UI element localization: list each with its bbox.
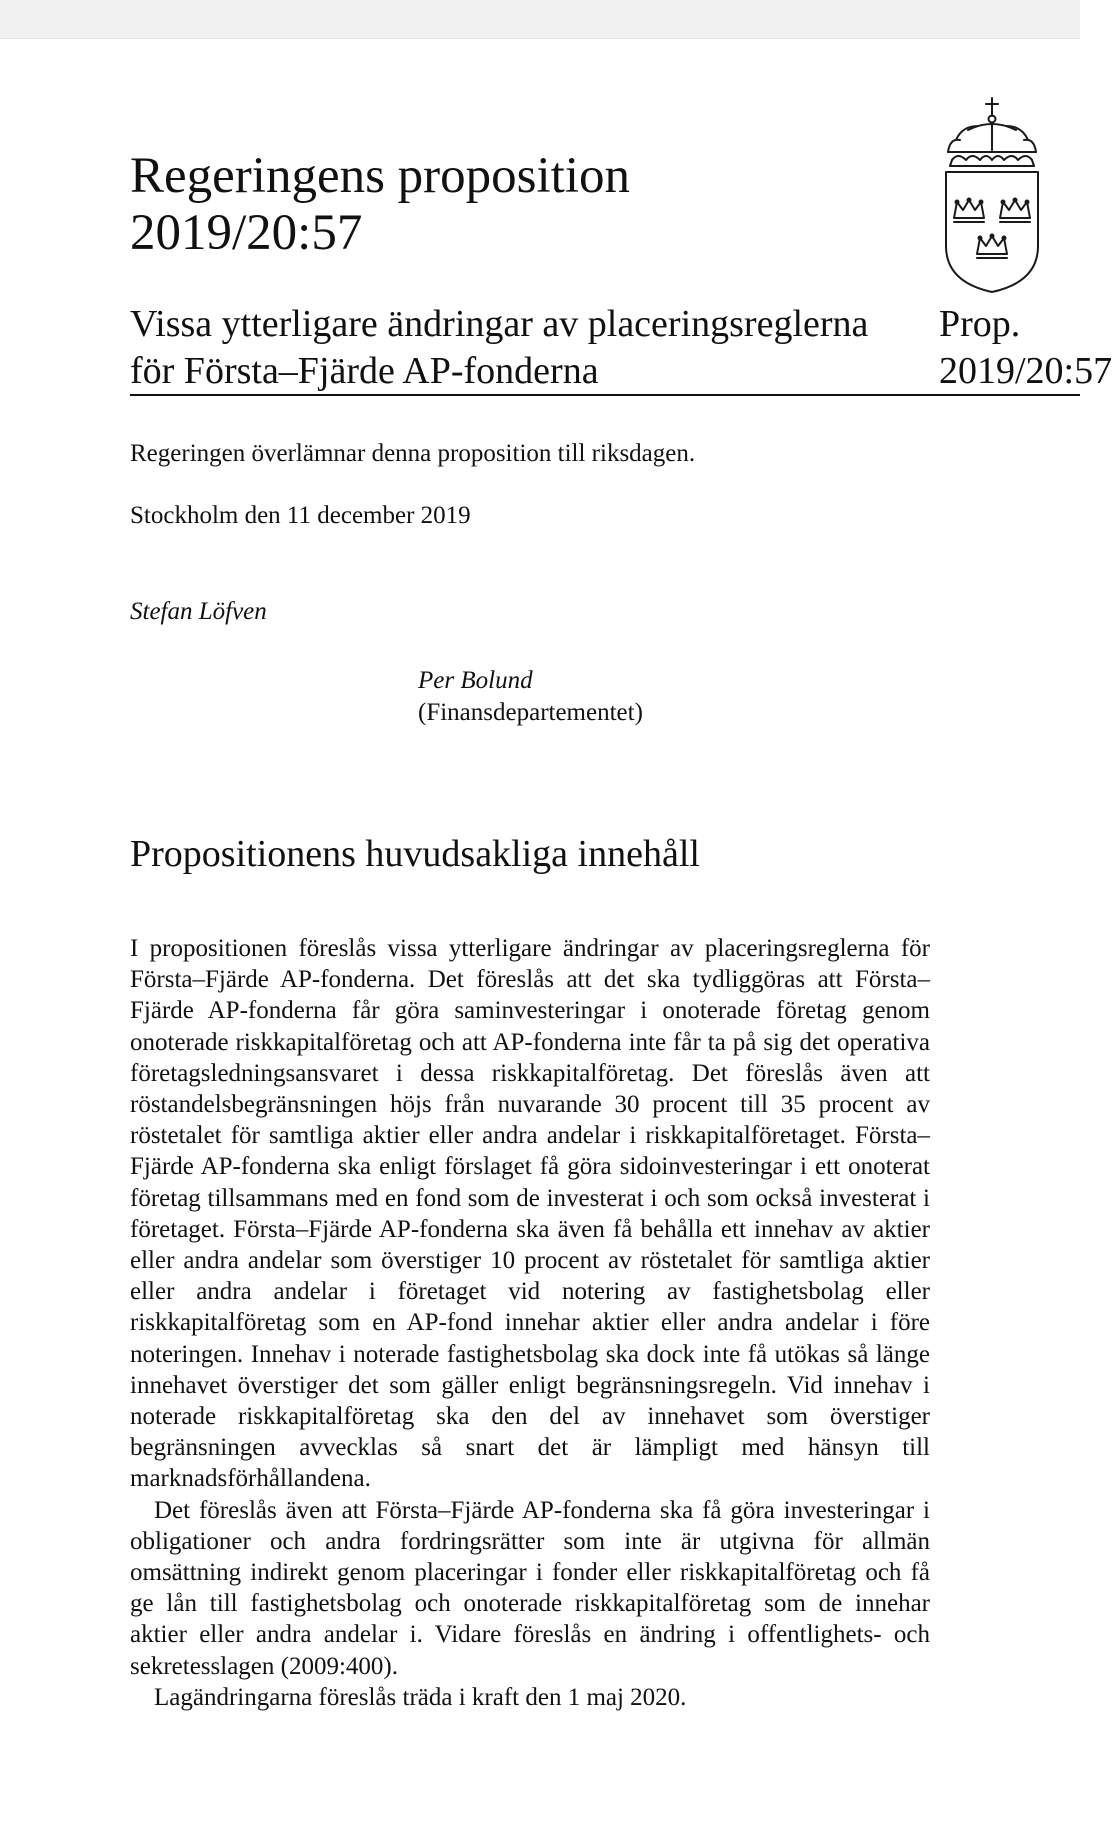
document-subtitle — [130, 301, 930, 395]
section-heading: Propositionens huvudsakliga innehåll — [130, 833, 700, 875]
subtitle-line-1: Vissa ytterligare ändringar av placeringsreglerna — [130, 303, 869, 345]
prop-reference — [939, 301, 1112, 395]
signer-prime-minister: Stefan Löfven — [130, 598, 267, 625]
title-line-2: 2019/20:57 — [130, 205, 363, 261]
department-name: (Finansdepartementet) — [418, 699, 643, 726]
prop-ref-line-2: 2019/20:57 — [939, 350, 1112, 392]
intro-text: Regeringen överlämnar denna proposition till riksdagen. — [130, 440, 696, 467]
title-divider — [130, 394, 1080, 396]
top-toolbar-strip — [0, 0, 1080, 39]
summary-paragraph-1: I propositionen föreslås vissa ytterligare ändringar av placeringsreglerna för Första–Fjärde AP-fonderna. Det föreslås att det ska tydliggöras att Första–Fjärde AP-fonderna får göra saminvesteringar i onoterade företag genom onoterade riskkapitalföretag och att AP-fonderna inte får ta på sig det operativa företagsledningsansvaret i dessa riskkapitalföretag. Det föreslås även att röstandelsbegränsningen höjs från nuvarande 30 procent till 35 procent av röstetalet för samtliga aktier eller andra andelar i riskkapitalföretaget. Första–Fjärde AP-fonderna ska enligt förslaget få göra sidoinvesteringar i ett onoterat företag tillsammans med en fond som de investerat i och som också investerat i företaget. Första–Fjärde AP-fonderna ska även få behålla ett innehav av aktier eller andra andelar som överstiger 10 procent av röstetalet för samtliga aktier eller andra andelar i företaget vid notering av fastighetsbolag eller riskkapitalföretag som en AP-fond innehar aktier eller andra andelar i före noteringen. Innehav i noterade fastighetsbolag ska dock inte få utökas så länge innehavet överstiger det som gäller enligt begränsningsregeln. Vid innehav i noterade riskkapitalföretag ska den del av innehavet som överstiger begränsningen avvecklas så snart det är lämpligt med hänsyn till marknadsförhållandena. — [130, 935, 930, 1493]
document-title — [130, 148, 630, 262]
title-line-1: Regeringens proposition — [130, 148, 631, 204]
prop-ref-line-1: Prop. — [939, 303, 1021, 345]
summary-paragraph-2: Det föreslås även att Första–Fjärde AP-fonderna ska få göra investeringar i obligationer och andra fordringsrätter som inte är utgivna för allmän omsättning indirekt genom placeringar i fonder eller riskkapitalföretag och få ge lån till fastighetsbolag och onoterade riskkapitalföretag som de innehar aktier eller andra andelar i. Vidare föreslås en ändring i offentlighets- och sekretesslagen (2009:400). — [130, 1496, 930, 1680]
signer-minister: Per Bolund — [418, 667, 533, 694]
summary-paragraph-3: Lagändringarna föreslås träda i kraft den 1 maj 2020. — [154, 1683, 687, 1711]
place-date: Stockholm den 11 december 2019 — [130, 502, 471, 529]
summary-content — [130, 933, 930, 1713]
swedish-three-crowns-emblem-icon — [938, 96, 1046, 294]
subtitle-line-2: för Första–Fjärde AP-fonderna — [130, 350, 599, 392]
